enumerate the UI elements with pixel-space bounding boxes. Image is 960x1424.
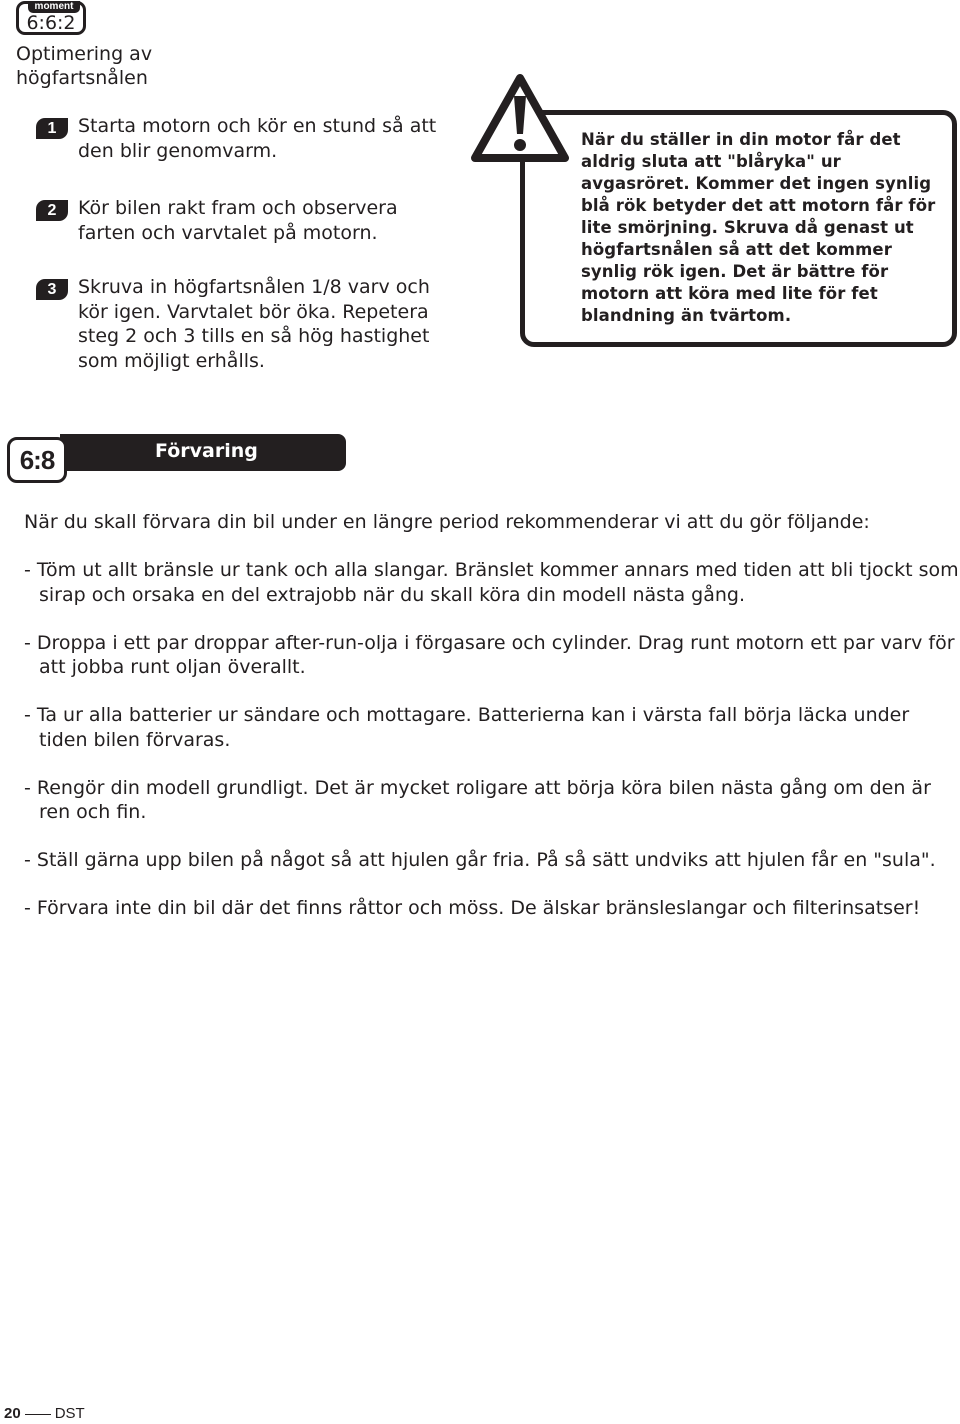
storage-list	[24, 558, 960, 944]
warning-triangle-icon	[470, 72, 570, 164]
list-item: - Töm ut allt bränsle ur tank och alla slangar. Bränslet kommer annars med tiden att bli tjockt som sirap och orsaka en del extrajobb när du skall köra din modell nästa gång.	[24, 559, 959, 606]
list-item: - Ställ gärna upp bilen på något så att hjulen går fria. På så sätt undviks att hjulen får en "sula".	[24, 849, 936, 871]
list-item: - Droppa i ett par droppar after-run-olja i förgasare och cylinder. Drag runt motorn ett par varv för att jobba runt oljan överallt.	[24, 631, 955, 678]
footer-label: DST	[54, 1405, 85, 1422]
moment-number: 6:6:2	[26, 12, 76, 34]
page-footer	[4, 1404, 85, 1424]
step-text: Skruva in högfartsnålen 1/8 varv och kör igen. Varvtalet bör öka. Repetera steg 2 och 3 tills en så hög hastighet som möjligt erhålls.	[78, 276, 430, 372]
step-text: Kör bilen rakt fram och observera farten och varvtalet på motorn.	[78, 197, 398, 244]
step-number: 1	[36, 118, 68, 139]
chapter-number: 6:8	[7, 437, 67, 483]
section-title: Optimering av högfartsnålen	[16, 43, 153, 89]
warning-box	[520, 110, 957, 347]
step-number: 3	[36, 279, 68, 300]
footer-divider	[25, 1414, 51, 1415]
step-text: Starta motorn och kör en stund så att den blir genomvarm.	[78, 115, 437, 162]
page-number: 20	[4, 1405, 21, 1422]
list-item: - Rengör din modell grundligt. Det är mycket roligare att börja köra bilen nästa gång om den är ren och fin.	[24, 776, 931, 823]
intro-text: När du skall förvara din bil under en längre period rekommenderar vi att du gör följande:	[24, 511, 870, 533]
warning-text: När du ställer in din motor får det aldrig sluta att "blåryka" ur avgasröret. Kommer det ingen synlig blå rök betyder det att motorn får för lite smörjning. Skruva då genast ut högfartsnålen så att det kommer synlig rök igen. Det är bättre för motorn att köra med lite för fet blandning än tvärtom.	[581, 130, 936, 325]
list-item: - Ta ur alla batterier ur sändare och mottagare. Batterierna kan i värsta fall börja läcka under tiden bilen förvaras.	[24, 704, 910, 751]
moment-badge	[16, 1, 86, 35]
chapter-title: Förvaring	[155, 440, 258, 462]
moment-tab-label: moment	[28, 1, 80, 13]
step-number: 2	[36, 200, 68, 221]
list-item: - Förvara inte din bil där det finns råttor och möss. De älskar bränsleslangar och filterinsatser!	[24, 897, 921, 919]
